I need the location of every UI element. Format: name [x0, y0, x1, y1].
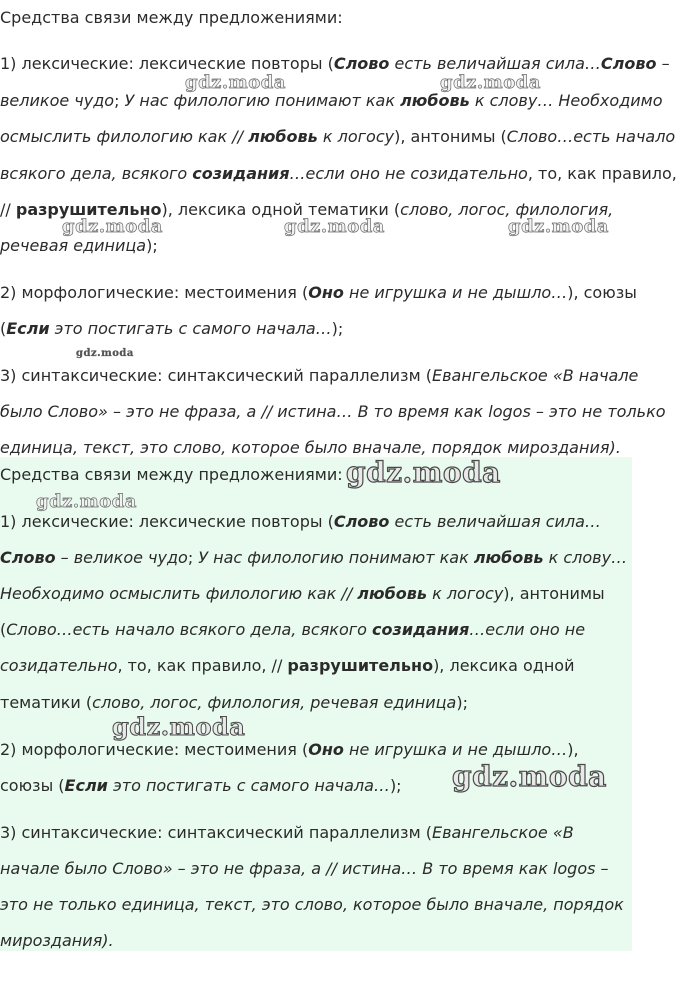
item-syntactic: 3) синтаксические: синтаксический параллелизм (Евангельское «В начале было Слово» – это не фраза, а // истина… В то время как logos – это не только единица, текст, это слово, которое было вначале, порядок мироздания). — [0, 365, 666, 458]
item-morphological: 2) морфологические: местоимения (Оно не игрушка и не дышло…), союзы (Если это постигать с самого начала…); — [0, 282, 637, 339]
watermark: gdz.moda — [76, 348, 134, 359]
answer-block-highlighted — [0, 457, 632, 951]
section-heading: Средства связи между предложениями: — [0, 8, 343, 27]
watermark: gdz.moda — [185, 72, 286, 93]
item-syntactic: 3) синтаксические: синтаксический параллелизм (Евангельское «В начале было Слово» – это не фраза, а // истина… В то время как logos – это не только единица, текст, это слово, которое было вначале, порядок мироздания). — [0, 822, 624, 951]
item-lexical: 1) лексические: лексические повторы (Слово есть величайшая сила…Слово – великое чудо; У нас филологию понимают как любовь к слову… Необходимо осмыслить филологию как // любовь к логосу), антонимы (Слово…есть начало всякого дела, всякого созидания…если оно не созидательно, то, как правило, // разрушительно), лексика одной тематики (слово, логос, филология, речевая единица); — [0, 54, 677, 256]
answer-block-plain — [0, 0, 678, 467]
watermark: gdz.moda — [62, 216, 163, 237]
watermark: gdz.moda — [112, 712, 246, 741]
item-morphological: 2) морфологические: местоимения (Оно не игрушка и не дышло…), союзы (Если это постигать с самого начала…); — [0, 739, 579, 795]
watermark: gdz.moda — [36, 491, 137, 512]
watermark: gdz.moda — [346, 456, 501, 489]
section-heading: Средства связи между предложениями: — [0, 465, 343, 484]
watermark: gdz.moda — [452, 760, 607, 793]
watermark: gdz.moda — [440, 72, 541, 93]
item-lexical: 1) лексические: лексические повторы (Слово есть величайшая сила…Слово – великое чудо; У нас филологию понимают как любовь к слову… Необходимо осмыслить филологию как // любовь к логосу), антонимы (Слово…есть начало всякого дела, всякого созидания…если оно не созидательно, то, как правило, // разрушительно), лексика одной тематики (слово, логос, филология, речевая единица); — [0, 512, 628, 712]
watermark: gdz.moda — [508, 216, 609, 237]
watermark: gdz.moda — [284, 216, 385, 237]
